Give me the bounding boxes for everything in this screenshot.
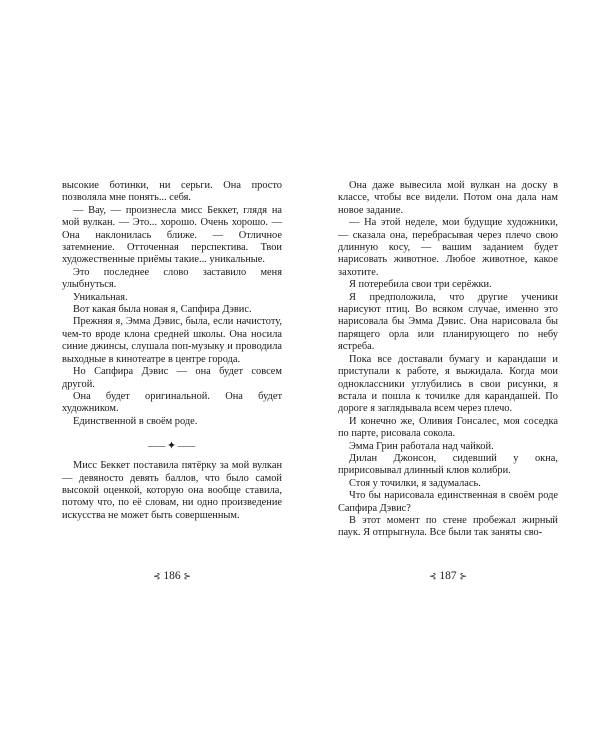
left-paragraph-2: — Вау, — произнесла мисс Беккет, глядя на мой вулкан. — Это... хорошо. Очень хорошо. — Она наклонилась ближе. — Отличное затемнение. Отточенная перспектива. Твои художественные приёмы такие... уникальные.: [62, 204, 282, 266]
right-paragraph-11: В этот момент по стене пробежал жирный паук. Я отпрыгнула. Все были так заняты сво-: [338, 514, 558, 539]
left-paragraph-4: Уникальная.: [73, 291, 128, 303]
left-paragraph-6: Прежняя я, Эмма Дэвис, была, если начистоту, чем-то вроде клона средней школы. Она носила синие джинсы, слушала поп-музыку и проводила выходные в кинотеатре в центре города.: [62, 316, 282, 365]
left-paragraph-7: Но Сапфира Дэвис — она будет совсем другой.: [62, 366, 282, 390]
right-page: [338, 180, 558, 540]
right-page-number: [338, 570, 558, 582]
right-paragraph-4: Я предположила, что другие ученики нарисуют птиц. Во всяком случае, именно это нарисовала бы Эмма Дэвис. Она нарисовала бы парящего орла или планирующего по небу ястреба.: [338, 291, 558, 353]
left-paragraph-9: Единственной в своём роде.: [73, 415, 198, 427]
folio-ornament-right-icon: ⊱: [459, 571, 468, 581]
left-paragraph-5: Вот какая была новая я, Сапфира Дэвис.: [73, 304, 252, 316]
left-page: [62, 180, 282, 522]
left-page-number: [62, 570, 282, 582]
right-paragraph-5: Пока все доставали бумагу и карандаши и приступали к работе, я выжидала. Когда мои одноклассники углубились в свои рисунки, я встала и пошла к точилке для карандашей. По дороге я заглядывала всем через плечо.: [338, 353, 558, 415]
page-number-186: 186: [163, 570, 181, 582]
right-paragraph-2: — На этой неделе, мои будущие художники, — сказала она, перебрасывая через плечо свою длинную косу, — вашим заданием будет нарисовать животное. Любое животное, какое захотите.: [338, 217, 558, 278]
left-paragraph-10: Мисс Беккет поставила пятёрку за мой вулкан — девяносто девять баллов, что было самой высокой оценкой, которую она вообще ставила, потому что, по её словам, ни одно произведение искусства не может быть совершенным.: [62, 460, 282, 521]
folio-ornament-left-icon: ⊰: [428, 571, 437, 581]
right-paragraph-7: Эмма Грин работала над чайкой.: [349, 440, 494, 452]
folio-ornament-right-icon: ⊱: [183, 571, 192, 581]
left-paragraph-8: Она будет оригинальной. Она будет художником.: [62, 390, 282, 415]
right-paragraph-6: И конечно же, Оливия Гонсалес, моя соседка по парте, рисовала сокола.: [338, 415, 558, 440]
page-number-187: 187: [439, 570, 457, 582]
folio-ornament-left-icon: ⊰: [152, 571, 161, 581]
section-separator: ⸺✦⸺: [147, 440, 197, 453]
right-paragraph-10: Что бы нарисовала единственная в своём роде Сапфира Дэвис?: [338, 490, 558, 514]
right-paragraph-1: Она даже вывесила мой вулкан на доску в классе, чтобы все видели. Потом она дала нам новое задание.: [338, 180, 558, 216]
left-paragraph-3: Это последнее слово заставило меня улыбнуться.: [62, 266, 282, 291]
left-paragraph-1: высокие ботинки, ни серьги. Она просто позволяла мне понять... себя.: [62, 180, 282, 204]
right-paragraph-8: Дилан Джонсон, сидевший у окна, пририсовывал длинный клюв колибри.: [338, 452, 558, 477]
right-paragraph-3: Я потеребила свои три серёжки.: [349, 279, 492, 291]
right-paragraph-9: Стоя у точилки, я задумалась.: [349, 477, 481, 489]
